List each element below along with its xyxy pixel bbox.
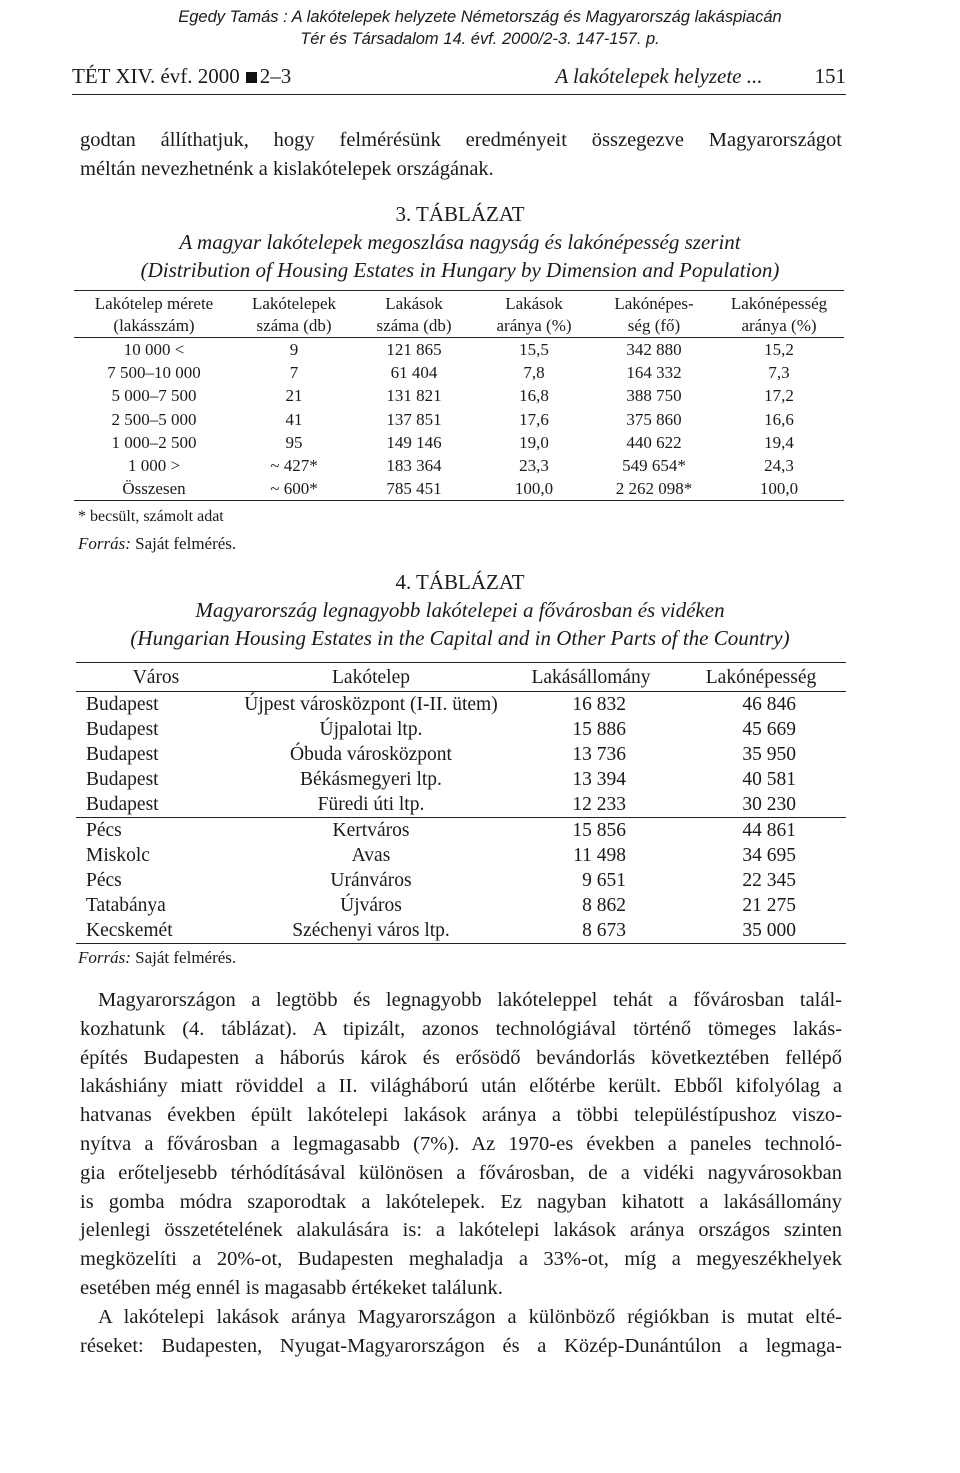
running-title: A lakótelepek helyzete ... (555, 64, 763, 88)
table-cell: Széchenyi város ltp. (236, 918, 506, 944)
table-cell: 22 345 (742, 870, 796, 891)
table3-footnote: * becsült, számolt adat (78, 508, 224, 525)
table-cell: 21 275 (742, 895, 796, 916)
table3-header-row (74, 291, 844, 316)
table4-header-cell: Város (76, 663, 236, 692)
text-line: Magyarországon a legtöbb és legnagyobb lakóteleppel tehát a fővárosban talál- (98, 989, 842, 1011)
table3-header-cell: Lakások (354, 291, 474, 316)
table-cell: Uránváros (330, 870, 412, 891)
square-bullet-icon (246, 72, 257, 83)
table-cell: 35 950 (742, 744, 796, 765)
table3-caption (60, 200, 860, 284)
table-cell: 1 000 > (127, 456, 181, 476)
table4-header-cell: Lakónépesség (676, 663, 846, 692)
table-cell: 24,3 (764, 456, 794, 476)
table-cell: 149 146 (386, 432, 442, 452)
table3-header-cell: aránya (%) (474, 315, 594, 338)
table-row (74, 384, 844, 407)
citation-line-2: Tér és Társadalom 14. évf. 2000/2-3. 147-157. p. (300, 30, 660, 48)
table-row (76, 692, 846, 718)
table-row (76, 767, 846, 792)
table3-label: 3. TÁBLÁZAT (395, 202, 525, 226)
table3-title-en: (Distribution of Housing Estates in Hungary by Dimension and Population) (140, 258, 780, 282)
text-line: méltán nevezhetnénk a kislakótelepek országának. (80, 157, 494, 180)
intro-paragraph (80, 126, 842, 184)
table3-header-cell: Lakótelepek (234, 291, 354, 316)
running-header (72, 64, 846, 95)
text-line: megközelíti a 20%-ot, Budapesten meghaladja a 33%-ot, míg a megyeszékhelyek (80, 1248, 842, 1271)
table-cell: 12 233 (506, 792, 676, 818)
table3-header-cell: Lakónépes- (594, 291, 714, 316)
table-cell: 21 (285, 386, 303, 406)
table3-source (78, 534, 236, 554)
table-cell: 13 736 (572, 744, 626, 765)
table-cell: 8 673 (506, 918, 676, 944)
text-line: godtan állíthatjuk, hogy felmérésünk eredményeit összegezve Magyarországot (80, 129, 842, 151)
table-cell: 549 654* (622, 456, 686, 476)
table-cell: 137 851 (386, 409, 442, 429)
table-cell: Budapest (86, 719, 159, 740)
table-cell: 2 262 098* (594, 477, 714, 501)
table-cell: 16 832 (572, 694, 626, 715)
table-cell: ~ 427* (270, 456, 318, 476)
table3-header-cell: Lakónépesség (714, 291, 844, 316)
table-row (76, 918, 846, 944)
table3-header-cell: száma (db) (234, 315, 354, 338)
text-line: gia erőteljesebb térhódításával különösen a fővárosban, de a vidéki nagyvárosokban (80, 1161, 842, 1184)
table-cell: 17,6 (519, 409, 549, 429)
table-cell: 100,0 (714, 477, 844, 501)
text-line: kozhatunk (4. táblázat). A tipizált, azonos technológiával történő tömeges lakás- (80, 1017, 842, 1040)
table4 (76, 662, 846, 944)
table3-header-cell: ség (fő) (594, 315, 714, 338)
table-row (74, 361, 844, 384)
table-row (76, 792, 846, 818)
table-cell: 183 364 (386, 456, 442, 476)
table-row (76, 893, 846, 918)
source-label: Forrás: (78, 948, 131, 967)
table-cell: 8 862 (582, 895, 626, 916)
table-cell: 30 230 (676, 792, 846, 818)
table-cell: 41 (285, 409, 303, 429)
table-cell: 15 856 (572, 820, 626, 841)
table-cell: 35 000 (676, 918, 846, 944)
table-cell: 44 861 (742, 820, 796, 841)
body-paragraph-1 (80, 986, 842, 1303)
table-cell: 7 (289, 363, 299, 383)
table-cell: 19,4 (764, 432, 794, 452)
citation-line-1: Egedy Tamás : A lakótelepek helyzete Németország és Magyarország lakáspiacán (178, 8, 782, 26)
table3-header-cell: Lakótelep mérete (74, 291, 234, 316)
table-cell: Újpest városközpont (I-II. ütem) (244, 694, 498, 715)
page-number: 151 (814, 64, 846, 88)
table-cell: 342 880 (626, 340, 682, 359)
source-text: Saját felmérés. (135, 534, 237, 553)
table-cell: 15,2 (764, 340, 794, 359)
table-cell: 16,8 (519, 386, 549, 406)
table-cell: 2 500–5 000 (111, 409, 197, 429)
table4-header-row (76, 663, 846, 692)
table-cell: 7,8 (523, 363, 545, 383)
table-cell: Békásmegyeri ltp. (300, 769, 442, 790)
table-cell: Pécs (86, 870, 122, 891)
source-label: Forrás: (78, 534, 131, 553)
table-cell: 100,0 (474, 477, 594, 501)
table-cell: 34 695 (742, 845, 796, 866)
table-cell: Kertváros (332, 820, 410, 841)
table3-header-cell: Lakások (474, 291, 594, 316)
table-row (76, 843, 846, 868)
table-cell: 1 000–2 500 (111, 432, 197, 452)
table-cell: 7 500–10 000 (107, 363, 201, 383)
table3 (74, 290, 844, 501)
table-cell: Újváros (340, 895, 402, 916)
text-line: esetében még ennél is magasabb értékeket találunk. (80, 1276, 503, 1299)
table-cell: ~ 600* (234, 477, 354, 501)
table-cell: 15 886 (572, 719, 626, 740)
text-line: A lakótelepi lakások aránya Magyarországon a különböző régiókban is mutat elté- (98, 1306, 842, 1328)
table3-title-hu: A magyar lakótelepek megoszlása nagyság és lakónépesség szerint (179, 230, 741, 254)
body-paragraph-2 (80, 1303, 842, 1361)
table-row (74, 338, 844, 362)
table-cell: Budapest (86, 769, 159, 790)
table-cell: 7,3 (768, 363, 790, 383)
table-cell: 10 000 < (123, 340, 185, 359)
table4-title-en: (Hungarian Housing Estates in the Capital and in Other Parts of the Country) (130, 626, 790, 650)
table-cell: Budapest (86, 744, 159, 765)
table-cell: Pécs (86, 820, 122, 841)
table-row (74, 454, 844, 477)
table-cell: 388 750 (626, 386, 682, 406)
citation (0, 6, 960, 50)
journal-volume: TÉT XIV. évf. 2000 (72, 64, 240, 88)
table-row (76, 717, 846, 742)
table-row (74, 431, 844, 454)
table-cell: 13 394 (572, 769, 626, 790)
text-line: is gomba módra szaporodtak a lakótelepek. Ez nagyban kihatott a lakásállomány (80, 1190, 842, 1213)
table-cell: 15,5 (519, 340, 549, 359)
table-cell: Füredi úti ltp. (236, 792, 506, 818)
table-cell: 11 498 (573, 845, 626, 866)
table-cell: 17,2 (764, 386, 794, 406)
table-cell: Avas (351, 845, 391, 866)
table-cell: 40 581 (742, 769, 796, 790)
table-cell: Kecskemét (76, 918, 236, 944)
table-row (76, 868, 846, 893)
table4-source (78, 948, 236, 968)
table3-header-cell: (lakásszám) (74, 315, 234, 338)
table4-title-hu: Magyarország legnagyobb lakótelepei a fővárosban és vidéken (195, 598, 725, 622)
table-cell: 440 622 (626, 432, 682, 452)
table4-caption (60, 568, 860, 652)
table-cell: 95 (285, 432, 303, 452)
table3-header-cell: aránya (%) (714, 315, 844, 338)
table-cell: 131 821 (386, 386, 442, 406)
table4-header-cell: Lakótelep (236, 663, 506, 692)
text-line: építés Budapesten a háborús károk és erősödő bevándorlás következtében fellépő (80, 1046, 842, 1069)
journal-issue: 2–3 (259, 64, 292, 88)
text-line: lakáshiány miatt röviddel a II. világháború után előtérbe került. Ebből kifolyólag a (80, 1075, 842, 1098)
table4-header-cell: Lakásállomány (506, 663, 676, 692)
table-cell: 19,0 (519, 432, 549, 452)
table-cell: 164 332 (626, 363, 682, 383)
table-cell: 61 404 (390, 363, 438, 383)
table-cell: Miskolc (86, 845, 150, 866)
table-cell: 9 (289, 340, 299, 359)
table-cell: 121 865 (386, 340, 442, 359)
table-cell: 785 451 (354, 477, 474, 501)
table-cell: Óbuda városközpont (290, 744, 452, 765)
table-cell: Budapest (76, 792, 236, 818)
source-text: Saját felmérés. (135, 948, 237, 967)
table-row (74, 477, 844, 501)
text-line: nyítva a fővárosban a legmagasabb (7%). Az 1970-es években a paneles technoló- (80, 1132, 842, 1155)
table3-header-row (74, 315, 844, 338)
table-cell: Tatabánya (86, 895, 166, 916)
table-cell: Újpalotai ltp. (319, 719, 423, 740)
journal-info (72, 64, 291, 89)
table3-header-cell: száma (db) (354, 315, 474, 338)
table-cell: Budapest (86, 694, 159, 715)
table-cell: 5 000–7 500 (111, 386, 197, 406)
table-cell: 46 846 (742, 694, 796, 715)
text-line: hatvanas években épült lakótelepi lakások aránya a többi településtípushoz viszo- (80, 1104, 842, 1127)
table-cell: 375 860 (626, 409, 682, 429)
table4-label: 4. TÁBLÁZAT (395, 570, 525, 594)
table-cell: 23,3 (519, 456, 549, 476)
table-row (76, 742, 846, 767)
text-line: jelenlegi összetételének alakulására is: a lakótelepi lakások aránya országos szinten (80, 1219, 842, 1242)
text-line: réseket: Budapesten, Nyugat-Magyarországon és a Közép-Dunántúlon a legmaga- (80, 1334, 842, 1357)
table-cell: 45 669 (742, 719, 796, 740)
table-row (76, 818, 846, 844)
table-cell: Összesen (74, 477, 234, 501)
table-cell: 16,6 (764, 409, 794, 429)
table-cell: 9 651 (582, 870, 626, 891)
table-row (74, 408, 844, 431)
